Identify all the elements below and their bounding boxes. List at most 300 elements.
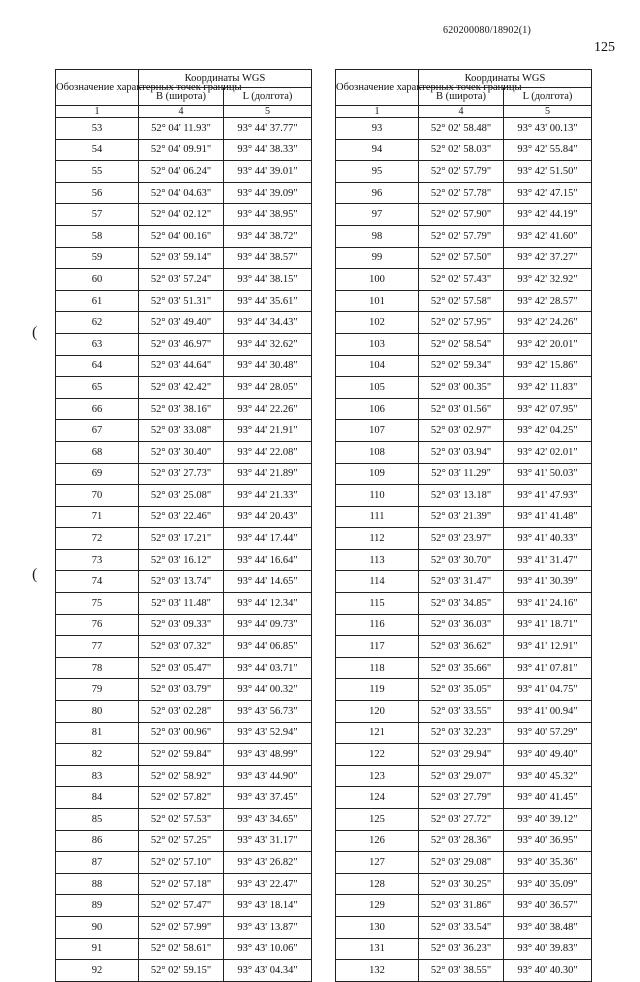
longitude-cell: 93° 44' 00.32"	[224, 679, 312, 701]
header-col-number: 5	[224, 106, 312, 118]
longitude-cell: 93° 44' 38.15"	[224, 269, 312, 291]
latitude-cell: 52° 03' 46.97"	[139, 333, 224, 355]
point-id-cell: 109	[336, 463, 419, 485]
point-id-cell: 101	[336, 290, 419, 312]
longitude-cell: 93° 44' 28.05"	[224, 377, 312, 399]
latitude-cell: 52° 03' 42.42"	[139, 377, 224, 399]
table-row	[336, 333, 592, 355]
point-id-cell: 130	[336, 916, 419, 938]
latitude-cell: 52° 03' 33.55"	[419, 701, 504, 723]
longitude-cell: 93° 41' 40.33"	[504, 528, 592, 550]
longitude-cell: 93° 44' 16.64"	[224, 549, 312, 571]
point-id-cell: 113	[336, 549, 419, 571]
table-row	[56, 506, 312, 528]
longitude-cell: 93° 41' 24.16"	[504, 593, 592, 615]
latitude-cell: 52° 02' 58.92"	[139, 765, 224, 787]
longitude-cell: 93° 40' 39.83"	[504, 938, 592, 960]
latitude-cell: 52° 02' 57.50"	[419, 247, 504, 269]
header-longitude: L (долгота)	[504, 88, 592, 106]
longitude-cell: 93° 44' 17.44"	[224, 528, 312, 550]
latitude-cell: 52° 04' 00.16"	[139, 225, 224, 247]
table-row	[336, 895, 592, 917]
latitude-cell: 52° 03' 34.85"	[419, 593, 504, 615]
longitude-cell: 93° 43' 48.99"	[224, 744, 312, 766]
point-id-cell: 97	[336, 204, 419, 226]
longitude-cell: 93° 44' 32.62"	[224, 333, 312, 355]
table-row	[336, 679, 592, 701]
table-row	[336, 269, 592, 291]
header-col-number: 1	[336, 106, 419, 118]
header-latitude: B (широта)	[419, 88, 504, 106]
point-id-cell: 67	[56, 420, 139, 442]
table-row	[336, 441, 592, 463]
table-row	[336, 593, 592, 615]
latitude-cell: 52° 03' 07.32"	[139, 636, 224, 658]
longitude-cell: 93° 40' 40.30"	[504, 960, 592, 982]
longitude-cell: 93° 44' 34.43"	[224, 312, 312, 334]
table-row	[56, 636, 312, 658]
longitude-cell: 93° 43' 13.87"	[224, 916, 312, 938]
point-id-cell: 105	[336, 377, 419, 399]
point-id-cell: 78	[56, 657, 139, 679]
table-row	[336, 657, 592, 679]
table-row	[336, 247, 592, 269]
point-id-cell: 117	[336, 636, 419, 658]
longitude-cell: 93° 43' 10.06"	[224, 938, 312, 960]
longitude-cell: 93° 40' 36.57"	[504, 895, 592, 917]
latitude-cell: 52° 03' 11.29"	[419, 463, 504, 485]
point-id-cell: 54	[56, 139, 139, 161]
longitude-cell: 93° 44' 03.71"	[224, 657, 312, 679]
longitude-cell: 93° 43' 52.94"	[224, 722, 312, 744]
longitude-cell: 93° 42' 04.25"	[504, 420, 592, 442]
point-id-cell: 82	[56, 744, 139, 766]
table-row	[336, 485, 592, 507]
table-row	[336, 139, 592, 161]
latitude-cell: 52° 04' 06.24"	[139, 161, 224, 183]
point-id-cell: 58	[56, 225, 139, 247]
table-row	[336, 873, 592, 895]
point-id-cell: 81	[56, 722, 139, 744]
table-row	[56, 679, 312, 701]
table-row	[56, 528, 312, 550]
point-id-cell: 108	[336, 441, 419, 463]
latitude-cell: 52° 03' 27.73"	[139, 463, 224, 485]
table-row	[336, 355, 592, 377]
longitude-cell: 93° 43' 26.82"	[224, 852, 312, 874]
table-row	[56, 161, 312, 183]
latitude-cell: 52° 02' 58.54"	[419, 333, 504, 355]
table-row	[56, 830, 312, 852]
header-col-number: 4	[419, 106, 504, 118]
longitude-cell: 93° 40' 35.36"	[504, 852, 592, 874]
latitude-cell: 52° 02' 57.78"	[419, 182, 504, 204]
longitude-cell: 93° 42' 02.01"	[504, 441, 592, 463]
latitude-cell: 52° 04' 09.91"	[139, 139, 224, 161]
point-id-cell: 70	[56, 485, 139, 507]
table-row	[56, 290, 312, 312]
latitude-cell: 52° 02' 57.82"	[139, 787, 224, 809]
longitude-cell: 93° 42' 47.15"	[504, 182, 592, 204]
longitude-cell: 93° 41' 00.94"	[504, 701, 592, 723]
point-id-cell: 53	[56, 118, 139, 140]
latitude-cell: 52° 03' 30.40"	[139, 441, 224, 463]
latitude-cell: 52° 03' 29.08"	[419, 852, 504, 874]
point-id-cell: 99	[336, 247, 419, 269]
table-row	[56, 549, 312, 571]
longitude-cell: 93° 43' 00.13"	[504, 118, 592, 140]
point-id-cell: 76	[56, 614, 139, 636]
latitude-cell: 52° 03' 38.16"	[139, 398, 224, 420]
table-row	[336, 701, 592, 723]
point-id-cell: 93	[336, 118, 419, 140]
latitude-cell: 52° 03' 23.97"	[419, 528, 504, 550]
longitude-cell: 93° 42' 51.50"	[504, 161, 592, 183]
table-row	[56, 333, 312, 355]
latitude-cell: 52° 02' 57.79"	[419, 161, 504, 183]
point-id-cell: 83	[56, 765, 139, 787]
longitude-cell: 93° 40' 39.12"	[504, 809, 592, 831]
point-id-cell: 118	[336, 657, 419, 679]
point-id-cell: 73	[56, 549, 139, 571]
latitude-cell: 52° 03' 00.35"	[419, 377, 504, 399]
table-row	[56, 657, 312, 679]
latitude-cell: 52° 03' 33.08"	[139, 420, 224, 442]
longitude-cell: 93° 43' 04.34"	[224, 960, 312, 982]
longitude-cell: 93° 42' 20.01"	[504, 333, 592, 355]
point-id-cell: 119	[336, 679, 419, 701]
table-row	[336, 636, 592, 658]
table-row	[336, 916, 592, 938]
table-row	[56, 312, 312, 334]
point-id-cell: 126	[336, 830, 419, 852]
margin-bracket-mark: (	[32, 324, 38, 341]
table-row	[336, 571, 592, 593]
point-id-cell: 74	[56, 571, 139, 593]
header-longitude: L (долгота)	[224, 88, 312, 106]
latitude-cell: 52° 03' 30.25"	[419, 873, 504, 895]
table-row	[56, 463, 312, 485]
longitude-cell: 93° 42' 28.57"	[504, 290, 592, 312]
longitude-cell: 93° 43' 22.47"	[224, 873, 312, 895]
longitude-cell: 93° 41' 04.75"	[504, 679, 592, 701]
point-id-cell: 72	[56, 528, 139, 550]
latitude-cell: 52° 02' 59.84"	[139, 744, 224, 766]
table-row	[56, 895, 312, 917]
table-row	[336, 744, 592, 766]
table-row	[336, 809, 592, 831]
point-id-cell: 64	[56, 355, 139, 377]
table-row	[56, 809, 312, 831]
longitude-cell: 93° 44' 35.61"	[224, 290, 312, 312]
table-row	[336, 960, 592, 982]
latitude-cell: 52° 02' 57.18"	[139, 873, 224, 895]
longitude-cell: 93° 44' 21.89"	[224, 463, 312, 485]
table-row	[336, 377, 592, 399]
point-id-cell: 124	[336, 787, 419, 809]
table-row	[336, 938, 592, 960]
margin-bracket-mark: (	[32, 566, 38, 583]
latitude-cell: 52° 02' 57.58"	[419, 290, 504, 312]
point-id-cell: 66	[56, 398, 139, 420]
table-row	[56, 247, 312, 269]
point-id-cell: 55	[56, 161, 139, 183]
longitude-cell: 93° 43' 18.14"	[224, 895, 312, 917]
point-id-cell: 111	[336, 506, 419, 528]
table-row	[336, 614, 592, 636]
longitude-cell: 93° 41' 30.39"	[504, 571, 592, 593]
latitude-cell: 52° 03' 59.14"	[139, 247, 224, 269]
latitude-cell: 52° 02' 57.53"	[139, 809, 224, 831]
latitude-cell: 52° 02' 57.90"	[419, 204, 504, 226]
longitude-cell: 93° 44' 38.95"	[224, 204, 312, 226]
point-id-cell: 128	[336, 873, 419, 895]
latitude-cell: 52° 02' 58.48"	[419, 118, 504, 140]
table-row	[336, 787, 592, 809]
latitude-cell: 52° 04' 04.63"	[139, 182, 224, 204]
table-row	[56, 787, 312, 809]
latitude-cell: 52° 02' 57.25"	[139, 830, 224, 852]
longitude-cell: 93° 44' 21.91"	[224, 420, 312, 442]
table-row	[336, 549, 592, 571]
latitude-cell: 52° 03' 17.21"	[139, 528, 224, 550]
latitude-cell: 52° 03' 28.36"	[419, 830, 504, 852]
point-id-cell: 120	[336, 701, 419, 723]
header-designation: Обозначение характерных точек границы	[336, 70, 419, 106]
longitude-cell: 93° 42' 32.92"	[504, 269, 592, 291]
longitude-cell: 93° 44' 38.33"	[224, 139, 312, 161]
longitude-cell: 93° 42' 07.95"	[504, 398, 592, 420]
table-row	[56, 225, 312, 247]
longitude-cell: 93° 41' 07.81"	[504, 657, 592, 679]
table-row	[56, 614, 312, 636]
point-id-cell: 61	[56, 290, 139, 312]
table-row	[56, 485, 312, 507]
table-row	[56, 377, 312, 399]
point-id-cell: 116	[336, 614, 419, 636]
table-row	[56, 182, 312, 204]
coordinates-table-left	[55, 69, 312, 982]
latitude-cell: 52° 03' 36.03"	[419, 614, 504, 636]
latitude-cell: 52° 03' 31.47"	[419, 571, 504, 593]
latitude-cell: 52° 03' 44.64"	[139, 355, 224, 377]
table-row	[336, 528, 592, 550]
latitude-cell: 52° 03' 27.72"	[419, 809, 504, 831]
table-row	[56, 204, 312, 226]
table-row	[56, 744, 312, 766]
point-id-cell: 77	[56, 636, 139, 658]
point-id-cell: 79	[56, 679, 139, 701]
table-row	[56, 118, 312, 140]
latitude-cell: 52° 03' 36.23"	[419, 938, 504, 960]
longitude-cell: 93° 42' 24.26"	[504, 312, 592, 334]
longitude-cell: 93° 44' 39.09"	[224, 182, 312, 204]
longitude-cell: 93° 40' 57.29"	[504, 722, 592, 744]
table-row	[336, 312, 592, 334]
point-id-cell: 90	[56, 916, 139, 938]
latitude-cell: 52° 02' 57.10"	[139, 852, 224, 874]
longitude-cell: 93° 41' 12.91"	[504, 636, 592, 658]
point-id-cell: 94	[336, 139, 419, 161]
latitude-cell: 52° 03' 38.55"	[419, 960, 504, 982]
point-id-cell: 104	[336, 355, 419, 377]
point-id-cell: 95	[336, 161, 419, 183]
latitude-cell: 52° 02' 57.95"	[419, 312, 504, 334]
table-row	[336, 118, 592, 140]
latitude-cell: 52° 03' 09.33"	[139, 614, 224, 636]
point-id-cell: 121	[336, 722, 419, 744]
latitude-cell: 52° 04' 02.12"	[139, 204, 224, 226]
latitude-cell: 52° 03' 36.62"	[419, 636, 504, 658]
longitude-cell: 93° 43' 44.90"	[224, 765, 312, 787]
page-number: 125	[594, 40, 615, 55]
longitude-cell: 93° 40' 35.09"	[504, 873, 592, 895]
latitude-cell: 52° 03' 22.46"	[139, 506, 224, 528]
latitude-cell: 52° 03' 05.47"	[139, 657, 224, 679]
header-col-number: 4	[139, 106, 224, 118]
point-id-cell: 87	[56, 852, 139, 874]
table-row	[336, 722, 592, 744]
table-row	[336, 506, 592, 528]
point-id-cell: 96	[336, 182, 419, 204]
point-id-cell: 100	[336, 269, 419, 291]
header-col-number: 5	[504, 106, 592, 118]
latitude-cell: 52° 03' 30.70"	[419, 549, 504, 571]
longitude-cell: 93° 42' 15.86"	[504, 355, 592, 377]
table-row	[56, 873, 312, 895]
latitude-cell: 52° 02' 57.47"	[139, 895, 224, 917]
longitude-cell: 93° 44' 22.08"	[224, 441, 312, 463]
latitude-cell: 52° 03' 16.12"	[139, 549, 224, 571]
longitude-cell: 93° 41' 50.03"	[504, 463, 592, 485]
table-row	[56, 441, 312, 463]
point-id-cell: 112	[336, 528, 419, 550]
point-id-cell: 56	[56, 182, 139, 204]
latitude-cell: 52° 03' 29.07"	[419, 765, 504, 787]
longitude-cell: 93° 42' 55.84"	[504, 139, 592, 161]
longitude-cell: 93° 44' 06.85"	[224, 636, 312, 658]
latitude-cell: 52° 03' 03.94"	[419, 441, 504, 463]
table-row	[56, 398, 312, 420]
latitude-cell: 52° 03' 13.74"	[139, 571, 224, 593]
point-id-cell: 107	[336, 420, 419, 442]
table-row	[56, 916, 312, 938]
point-id-cell: 115	[336, 593, 419, 615]
table-row	[56, 701, 312, 723]
table-row	[336, 290, 592, 312]
longitude-cell: 93° 43' 56.73"	[224, 701, 312, 723]
point-id-cell: 102	[336, 312, 419, 334]
latitude-cell: 52° 03' 29.94"	[419, 744, 504, 766]
point-id-cell: 89	[56, 895, 139, 917]
point-id-cell: 86	[56, 830, 139, 852]
table-row	[336, 420, 592, 442]
table-row	[56, 722, 312, 744]
table-row	[56, 960, 312, 982]
longitude-cell: 93° 44' 21.33"	[224, 485, 312, 507]
point-id-cell: 122	[336, 744, 419, 766]
latitude-cell: 52° 03' 21.39"	[419, 506, 504, 528]
header-coordinates: Координаты WGS	[419, 70, 592, 88]
point-id-cell: 62	[56, 312, 139, 334]
point-id-cell: 91	[56, 938, 139, 960]
longitude-cell: 93° 43' 31.17"	[224, 830, 312, 852]
point-id-cell: 106	[336, 398, 419, 420]
point-id-cell: 84	[56, 787, 139, 809]
longitude-cell: 93° 44' 20.43"	[224, 506, 312, 528]
longitude-cell: 93° 44' 38.57"	[224, 247, 312, 269]
latitude-cell: 52° 03' 57.24"	[139, 269, 224, 291]
table-row	[336, 463, 592, 485]
coordinates-table-right	[335, 69, 592, 982]
latitude-cell: 52° 03' 13.18"	[419, 485, 504, 507]
longitude-cell: 93° 43' 34.65"	[224, 809, 312, 831]
point-id-cell: 132	[336, 960, 419, 982]
point-id-cell: 131	[336, 938, 419, 960]
table-row	[56, 593, 312, 615]
latitude-cell: 52° 02' 59.15"	[139, 960, 224, 982]
longitude-cell: 93° 40' 38.48"	[504, 916, 592, 938]
table-row	[56, 420, 312, 442]
latitude-cell: 52° 02' 58.61"	[139, 938, 224, 960]
longitude-cell: 93° 41' 47.93"	[504, 485, 592, 507]
longitude-cell: 93° 44' 37.77"	[224, 118, 312, 140]
point-id-cell: 129	[336, 895, 419, 917]
document-number: 620200080/18902(1)	[443, 25, 532, 36]
table-row	[336, 161, 592, 183]
latitude-cell: 52° 03' 01.56"	[419, 398, 504, 420]
latitude-cell: 52° 03' 32.23"	[419, 722, 504, 744]
longitude-cell: 93° 41' 31.47"	[504, 549, 592, 571]
latitude-cell: 52° 03' 27.79"	[419, 787, 504, 809]
point-id-cell: 125	[336, 809, 419, 831]
table-row	[56, 355, 312, 377]
longitude-cell: 93° 40' 45.32"	[504, 765, 592, 787]
point-id-cell: 123	[336, 765, 419, 787]
point-id-cell: 88	[56, 873, 139, 895]
longitude-cell: 93° 41' 41.48"	[504, 506, 592, 528]
point-id-cell: 57	[56, 204, 139, 226]
latitude-cell: 52° 04' 11.93"	[139, 118, 224, 140]
point-id-cell: 68	[56, 441, 139, 463]
longitude-cell: 93° 40' 49.40"	[504, 744, 592, 766]
latitude-cell: 52° 02' 59.34"	[419, 355, 504, 377]
latitude-cell: 52° 03' 49.40"	[139, 312, 224, 334]
latitude-cell: 52° 02' 58.03"	[419, 139, 504, 161]
point-id-cell: 92	[56, 960, 139, 982]
table-row	[336, 182, 592, 204]
latitude-cell: 52° 03' 03.79"	[139, 679, 224, 701]
point-id-cell: 114	[336, 571, 419, 593]
table-row	[56, 938, 312, 960]
longitude-cell: 93° 42' 41.60"	[504, 225, 592, 247]
point-id-cell: 69	[56, 463, 139, 485]
table-row	[336, 852, 592, 874]
point-id-cell: 65	[56, 377, 139, 399]
point-id-cell: 60	[56, 269, 139, 291]
longitude-cell: 93° 43' 37.45"	[224, 787, 312, 809]
table-row	[336, 225, 592, 247]
table-row	[56, 765, 312, 787]
latitude-cell: 52° 03' 35.66"	[419, 657, 504, 679]
longitude-cell: 93° 44' 14.65"	[224, 571, 312, 593]
longitude-cell: 93° 42' 11.83"	[504, 377, 592, 399]
table-row	[56, 269, 312, 291]
latitude-cell: 52° 03' 02.97"	[419, 420, 504, 442]
latitude-cell: 52° 02' 57.43"	[419, 269, 504, 291]
header-designation: Обозначение характерных точек границы	[56, 70, 139, 106]
latitude-cell: 52° 03' 00.96"	[139, 722, 224, 744]
